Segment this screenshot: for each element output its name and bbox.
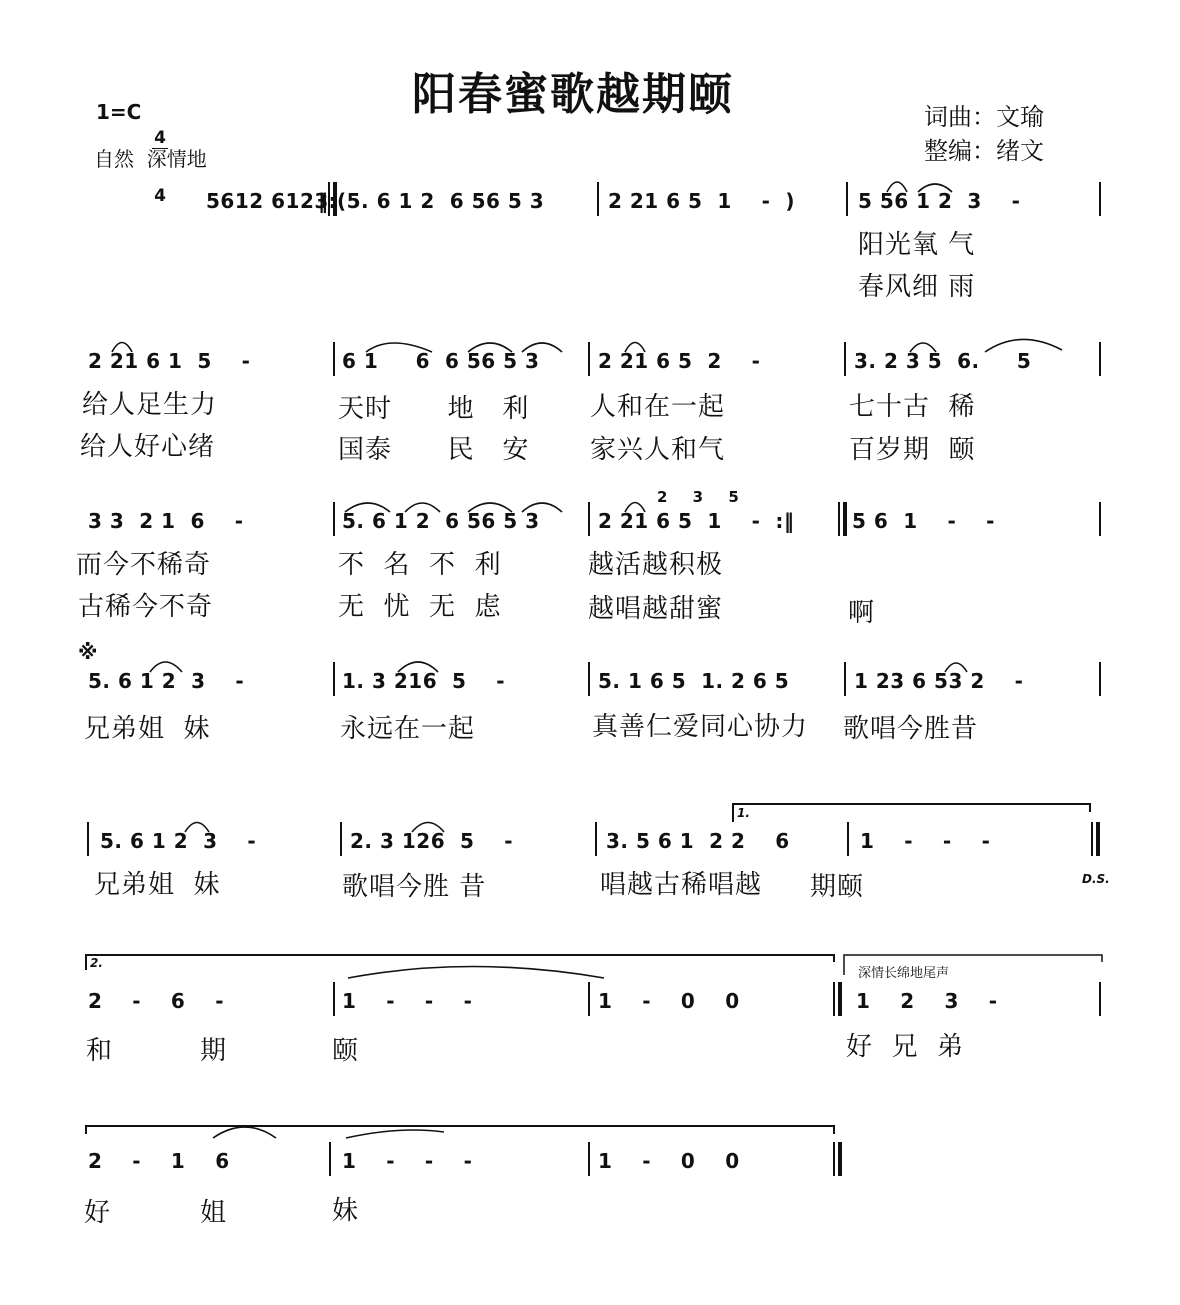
lyric-line: 人和在一起 <box>590 392 726 422</box>
measure-notes: 2 21 6 1 5 - <box>88 349 251 373</box>
measure-notes: 1 - 0 0 <box>598 1149 740 1173</box>
measure-notes: 3. 5 6 1 2 2 6 <box>606 829 790 853</box>
lyric-line: 七十古 稀 <box>849 392 976 422</box>
lyric-line: 古稀今不奇 <box>78 592 214 622</box>
lyric-line: 好 <box>84 1198 112 1228</box>
lyric-line: 和 <box>86 1036 114 1066</box>
arranger-credit: 整编：绪文 <box>924 137 1044 165</box>
measure-notes: 1 23 6 53 2 - <box>854 669 1024 693</box>
lyric-line: 歌唱今胜昔 <box>843 714 979 744</box>
measure-notes: 2. 3 126 5 - <box>350 829 514 853</box>
lyric-line: 国泰 民 安 <box>338 435 530 465</box>
measure-notes: 5 6 1 - - <box>852 509 995 533</box>
lyric-line: 越唱越甜蜜 <box>588 594 724 624</box>
measure-notes: 6 1 6 6 56 5 3 <box>342 349 540 373</box>
lyric-line: 而今不稀奇 <box>76 550 212 580</box>
time-signature-top: 4 <box>152 129 168 149</box>
lyric-line: 期 <box>200 1036 228 1066</box>
measure-notes: 1 - 0 0 <box>598 989 740 1013</box>
lyric-line: 真善仁爱同心协力 <box>592 712 809 742</box>
measure-notes: 2 21 6 5 2 - <box>598 349 761 373</box>
measure-notes: 2 21 6 5 1 - ) <box>608 189 796 213</box>
lyric-line: 好 兄 弟 <box>846 1032 965 1062</box>
lyric-line: 百岁期 颐 <box>849 435 976 465</box>
lyric-line: 妹 <box>332 1196 360 1226</box>
measure-notes: 5 56 1 2 3 - <box>858 189 1021 213</box>
volta-2-label: 2. <box>90 956 103 970</box>
volta-1-label: 1. <box>737 806 750 820</box>
lyric-line: 歌唱今胜 昔 <box>342 872 487 902</box>
lyric-line: 越活越积极 <box>588 550 724 580</box>
lyric-line: 家兴人和气 <box>590 435 726 465</box>
measure-notes: 5. 6 1 2 3 - <box>88 669 245 693</box>
measure-notes: 3. 2 3 5 6. 5 <box>854 349 1032 373</box>
measure-notes: 2 - 6 - <box>88 989 224 1013</box>
lyric-line: 无 忧 无 虑 <box>338 592 502 622</box>
measure-notes: ‖:(5. 6 1 2 6 56 5 3 <box>318 189 545 213</box>
lyric-line: 永远在一起 <box>340 714 476 744</box>
time-signature-bottom: 4 <box>154 186 166 206</box>
measure-notes: 1 - - - <box>342 989 473 1013</box>
lyric-line: 不 名 不 利 <box>338 550 502 580</box>
lyric-line: 阳光氧 气 <box>858 230 976 260</box>
measure-notes: 3 3 2 1 6 - <box>88 509 244 533</box>
ds-marking: D.S. <box>1082 872 1110 886</box>
lyric-line: 给人好心绪 <box>80 432 216 462</box>
key-signature: 1=C <box>96 100 142 124</box>
lyric-line: 兄弟姐 妹 <box>84 714 211 744</box>
measure-notes: 1 2 3 - <box>856 989 998 1013</box>
measure-notes: 5. 6 1 2 3 - <box>100 829 257 853</box>
measure-notes: 1 - - - <box>860 829 991 853</box>
measure-notes: 1. 3 216 5 - <box>342 669 506 693</box>
ossia-notes: 2 3 5 <box>657 488 749 506</box>
intro-notes: 5612 6123 <box>206 189 329 213</box>
lyric-line: 唱越古稀唱越 <box>600 870 763 900</box>
song-title: 阳春蜜歌越期颐 <box>412 69 734 120</box>
lyric-line: 期颐 <box>810 872 865 902</box>
lyric-line: 啊 <box>848 598 876 628</box>
measure-notes: 1 - - - <box>342 1149 473 1173</box>
measure-notes: 5. 6 1 2 6 56 5 3 <box>342 509 540 533</box>
lyric-line: 给人足生力 <box>82 390 218 420</box>
lyric-line: 兄弟姐 妹 <box>94 870 221 900</box>
lyric-line: 颐 <box>332 1036 360 1066</box>
lyric-line: 天时 地 利 <box>338 394 530 424</box>
segno-sign: ※ <box>78 640 98 664</box>
lyric-line: 春风细 雨 <box>858 272 976 302</box>
tempo-marking: 自然 深情地 <box>94 147 207 171</box>
measure-notes: 5. 1 6 5 1. 2 6 5 <box>598 669 790 693</box>
lyric-line: 姐 <box>200 1198 228 1228</box>
measure-notes: 2 21 6 5 1 - :‖ <box>598 509 795 533</box>
measure-notes: 2 - 1 6 <box>88 1149 230 1173</box>
lyrics-music-credit: 词曲：文瑜 <box>924 103 1044 131</box>
coda-expression: 深情长绵地尾声 <box>858 966 950 981</box>
